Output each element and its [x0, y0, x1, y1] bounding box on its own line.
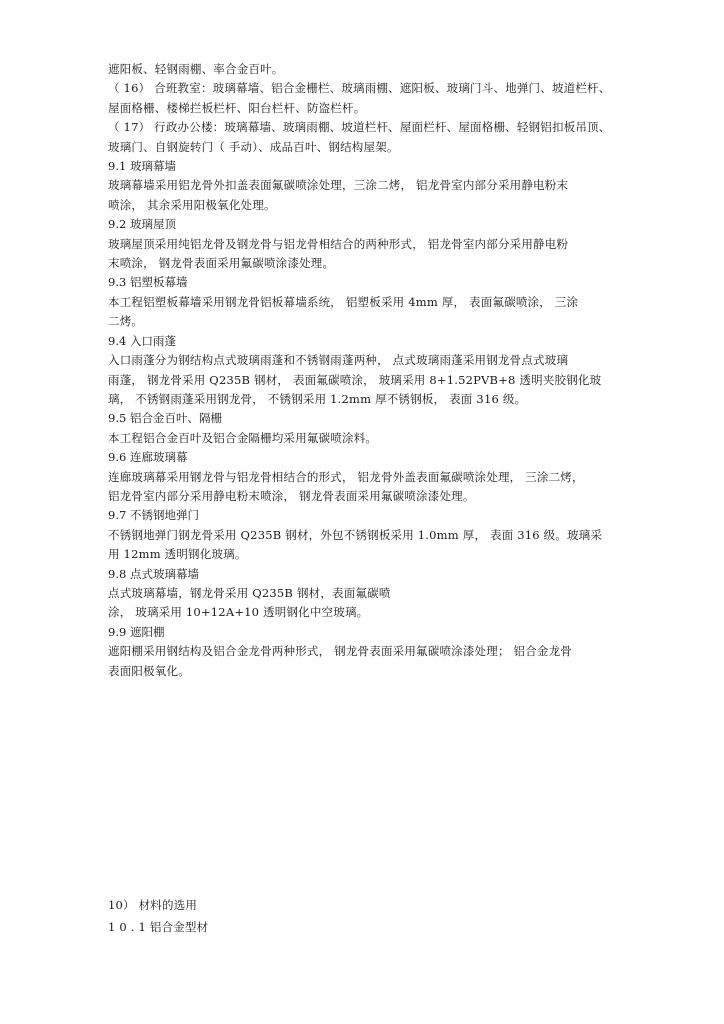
text-line: 雨蓬， 钢龙骨采用 Q235B 钢材， 表面氟碳喷涂， 玻璃采用 8+1.52PVB+8 透明夹胶钢化玻 [108, 372, 602, 387]
text-line: 遮阳板、轻钢雨棚、率合金百叶。 [108, 62, 284, 76]
section-heading-9-1: 9.1 玻璃幕墙 [108, 159, 176, 174]
section-heading-9-2: 9.2 玻璃屋顶 [108, 217, 176, 232]
section-heading-9-6: 9.6 连廊玻璃幕 [108, 450, 188, 465]
text-line: 入口雨蓬分为钢结构点式玻璃雨蓬和不锈钢雨蓬两种， 点式玻璃雨蓬采用钢龙骨点式玻璃 [108, 353, 569, 368]
text-line: 末喷涂， 钢龙骨表面采用氟碳喷涂漆处理。 [108, 256, 335, 271]
section-heading-9-4: 9.4 入口雨蓬 [108, 333, 176, 348]
text-line: 璃， 不锈钢雨蓬采用钢龙骨， 不锈钢采用 1.2mm 厚不锈钢板， 表面 316 级。 [108, 391, 527, 406]
text-line: 二烤。 [108, 314, 144, 329]
subsection-heading-10-1: 1 0 . 1 铝合金型材 [108, 920, 209, 934]
text-line: 本工程铝合金百叶及铝合金隔栅均采用氟碳喷涂料。 [108, 430, 378, 445]
text-line: （ 17） 行政办公楼：玻璃幕墙、玻璃雨棚、坡道栏杆、屋面栏杆、屋面格栅、轻钢铝扣板吊顶、 [108, 120, 611, 135]
text-line: 本工程铝塑板幕墙采用钢龙骨铝板幕墙系统， 铝塑板采用 4mm 厚， 表面氟碳喷涂， 三涂 [108, 294, 579, 309]
text-line: 点式玻璃幕墙，钢龙骨采用 Q235B 钢材，表面氟碳喷 [108, 585, 391, 600]
text-line: 玻璃幕墙采用铝龙骨外扣盖表面氟碳喷涂处理，三涂二烤， 铝龙骨室内部分采用静电粉末 [108, 178, 569, 193]
text-line: 屋面格栅、楼梯拦板栏杆、阳台栏杆、防盗栏杆。 [108, 100, 366, 115]
text-line: 玻璃门、自钢旋转门（ 手动）、成品百叶、钢结构屋架。 [108, 139, 399, 154]
text-line: 连廊玻璃幕采用钢龙骨与铝龙骨相结合的形式， 铝龙骨外盖表面氟碳喷涂处理， 三涂二烤， [108, 469, 584, 484]
section-heading-9-9: 9.9 遮阳棚 [108, 624, 165, 639]
section-heading-10: 10） 材料的选用 [108, 898, 198, 912]
text-line: 涂， 玻璃采用 10+12A+10 透明钢化中空玻璃。 [108, 605, 369, 620]
body-text [108, 60, 626, 681]
text-line: （ 16） 合班教室：玻璃幕墙、铝合金栅栏、玻璃雨棚、遮阳板、玻璃门斗、地弹门、坡道栏杆、 [108, 81, 611, 96]
text-line: 遮阳棚采用钢结构及铝合金龙骨两种形式， 钢龙骨表面采用氟碳喷涂漆处理； 铝合金龙骨 [108, 644, 573, 659]
text-line: 用 12mm 透明钢化玻璃。 [108, 547, 247, 562]
section-heading-9-8: 9.8 点式玻璃幕墙 [108, 566, 199, 581]
section-10-intro [108, 894, 626, 938]
text-line: 玻璃屋顶采用纯铝龙骨及钢龙骨与铝龙骨相结合的两种形式， 铝龙骨室内部分采用静电粉 [108, 236, 569, 251]
section-heading-9-3: 9.3 铝塑板幕墙 [108, 275, 188, 290]
text-line: 铝龙骨室内部分采用静电粉末喷涂， 钢龙骨表面采用氟碳喷涂漆处理。 [108, 488, 475, 503]
section-heading-9-5: 9.5 铝合金百叶、隔栅 [108, 411, 222, 426]
text-line: 表面阳极氧化。 [108, 663, 190, 678]
section-heading-9-7: 9.7 不锈钢地弹门 [108, 508, 199, 523]
text-line: 喷涂， 其余采用阳极氧化处理。 [108, 197, 276, 212]
text-line: 不锈钢地弹门钢龙骨采用 Q235B 钢材，外包不锈钢板采用 1.0mm 厚， 表面 316 级。玻璃采 [108, 527, 603, 542]
